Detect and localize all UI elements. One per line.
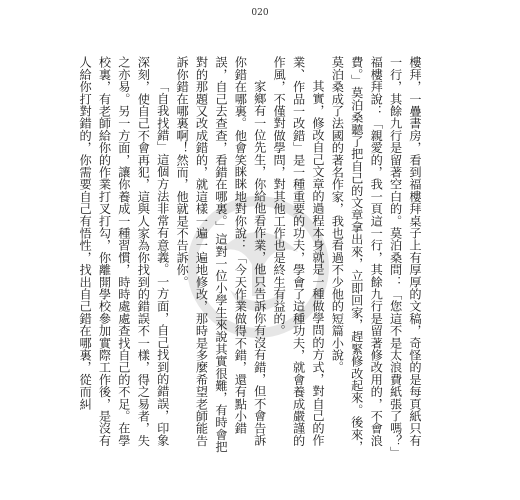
paragraph: 家鄉有一位先生，你給他看作業，他只告訴你有沒有錯，但不會告訴你錯在哪裏。他會笑眯眯地對你說：「今天作業做得不錯，還有點小錯誤，自己去查查，看錯在哪裏。」這對一位小學生來說其實很難，有時會把對的那題又改成錯的，就這樣一遍一遍地修改，那時是多麼希望老師能告訴你錯在哪裏啊！然而，他就是不告訴你。	[175, 56, 267, 453]
paragraph: 「自我找錯」這個方法非常有意義。一方面，自己找到的錯誤，印象深刻，使自己不會再犯，這與人家為你找到的錯誤不一樣，得之易者，失之亦易。另一方面，讓你養成一種習慣，時時處處查找自己的不足。在學校裏，有老師給你的作業打叉打勾，你離開學校參加實際工作後，是沒有人給你打對錯的，你需要自己有悟性，找出自己錯在哪裏，從而糾	[78, 56, 170, 447]
page-number: 020	[251, 8, 269, 18]
vertical-text-body	[78, 56, 424, 456]
paragraph: 其實，修改自己文章的過程本身就是一種做學問的方式，對自己的作業、作品一改錯」是一種重要的功夫，學會了這種功夫，就會養成嚴謹的作風，不僅對做學問，對其他工作也是終生有益的。	[272, 56, 325, 447]
paragraph: 樓拜，一疊書房，看到福樓拜桌子上有厚厚的文稿，奇怪的是每頁紙只有一行，其餘九行是留著空白的。莫泊桑問：「您這不是太浪費紙張了嗎？」福樓拜說：「親愛的，我一頁這一行，其餘九行是留著修改用的，不會浪費。」莫泊桑聽了把自己的文章拿出來，立即回家，趕緊修改起來。後來，莫泊桑成了法國的著名作家，我也看過不少他的短篇小說。	[330, 56, 422, 453]
